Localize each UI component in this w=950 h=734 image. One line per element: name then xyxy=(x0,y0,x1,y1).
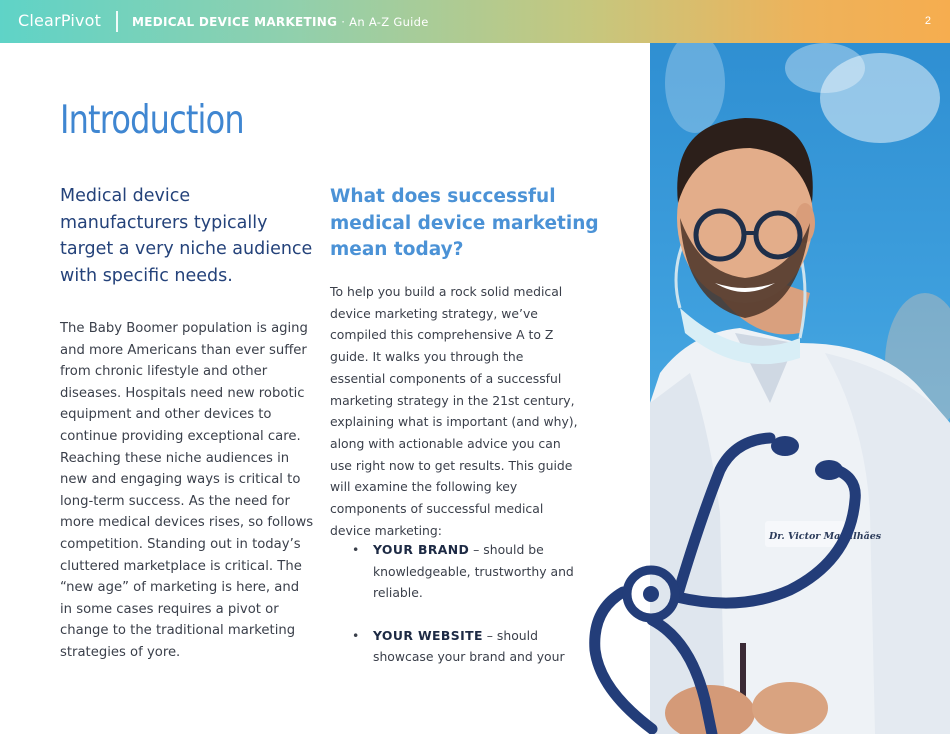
bullet-icon: • xyxy=(352,542,360,557)
section-body: To help you build a rock solid medical device marketing strategy, we’ve compiled this comprehensive A to Z guide. It walks you through the essential components of a successful marketing strategy in the 21st century, explaining what is important (and why), along with actionable advice you can use right now to get results. This guide will examine the following key components of successful medical device marketing: xyxy=(330,284,578,538)
intro-lead: Medical device manufacturers typically target a very niche audience with specific needs. xyxy=(60,186,313,286)
header-bar xyxy=(0,0,950,43)
bullet-icon: • xyxy=(352,627,360,643)
doctor-photo xyxy=(650,43,950,734)
intro-body: The Baby Boomer population is aging and more Americans than ever suffer from chronic lifestyle and other diseases. Hospitals need new robotic equipment and other devices to continue providing exceptional care. Reaching these niche audiences in new and engaging ways is critical to long-term success. As the need for more medical devices rises, so follows competition. Standing out in today’s cluttered marketplace is critical. The “new age” of marketing is here, and in some cases requires a pivot or change to the traditional marketing strategies of yore. xyxy=(60,321,314,660)
clearpivot-logo[interactable]: ClearPivot xyxy=(18,11,102,30)
page-number: 2 xyxy=(924,15,931,27)
list-item-title: YOUR BRAND xyxy=(373,542,470,557)
name-badge: Dr. Victor Magalhães xyxy=(769,531,882,542)
list-item-text: – should be knowledgeable, trustworthy and reliable. xyxy=(373,542,574,601)
document-title-main: MEDICAL DEVICE MARKETING xyxy=(132,15,338,29)
list-item-website xyxy=(330,625,575,668)
document-title xyxy=(132,15,429,29)
components-list xyxy=(330,539,575,689)
list-item-title: YOUR WEBSITE xyxy=(373,627,483,643)
document-title-sub: · An A-Z Guide xyxy=(337,15,429,29)
page-title: Introduction xyxy=(60,98,244,143)
logo-divider xyxy=(116,11,118,32)
list-item-brand xyxy=(330,539,575,604)
doctor-illustration xyxy=(650,43,950,734)
list-item-text: – should showcase your brand and your xyxy=(373,627,565,665)
section-heading: What does successful medical device marketing mean today? xyxy=(330,186,599,260)
